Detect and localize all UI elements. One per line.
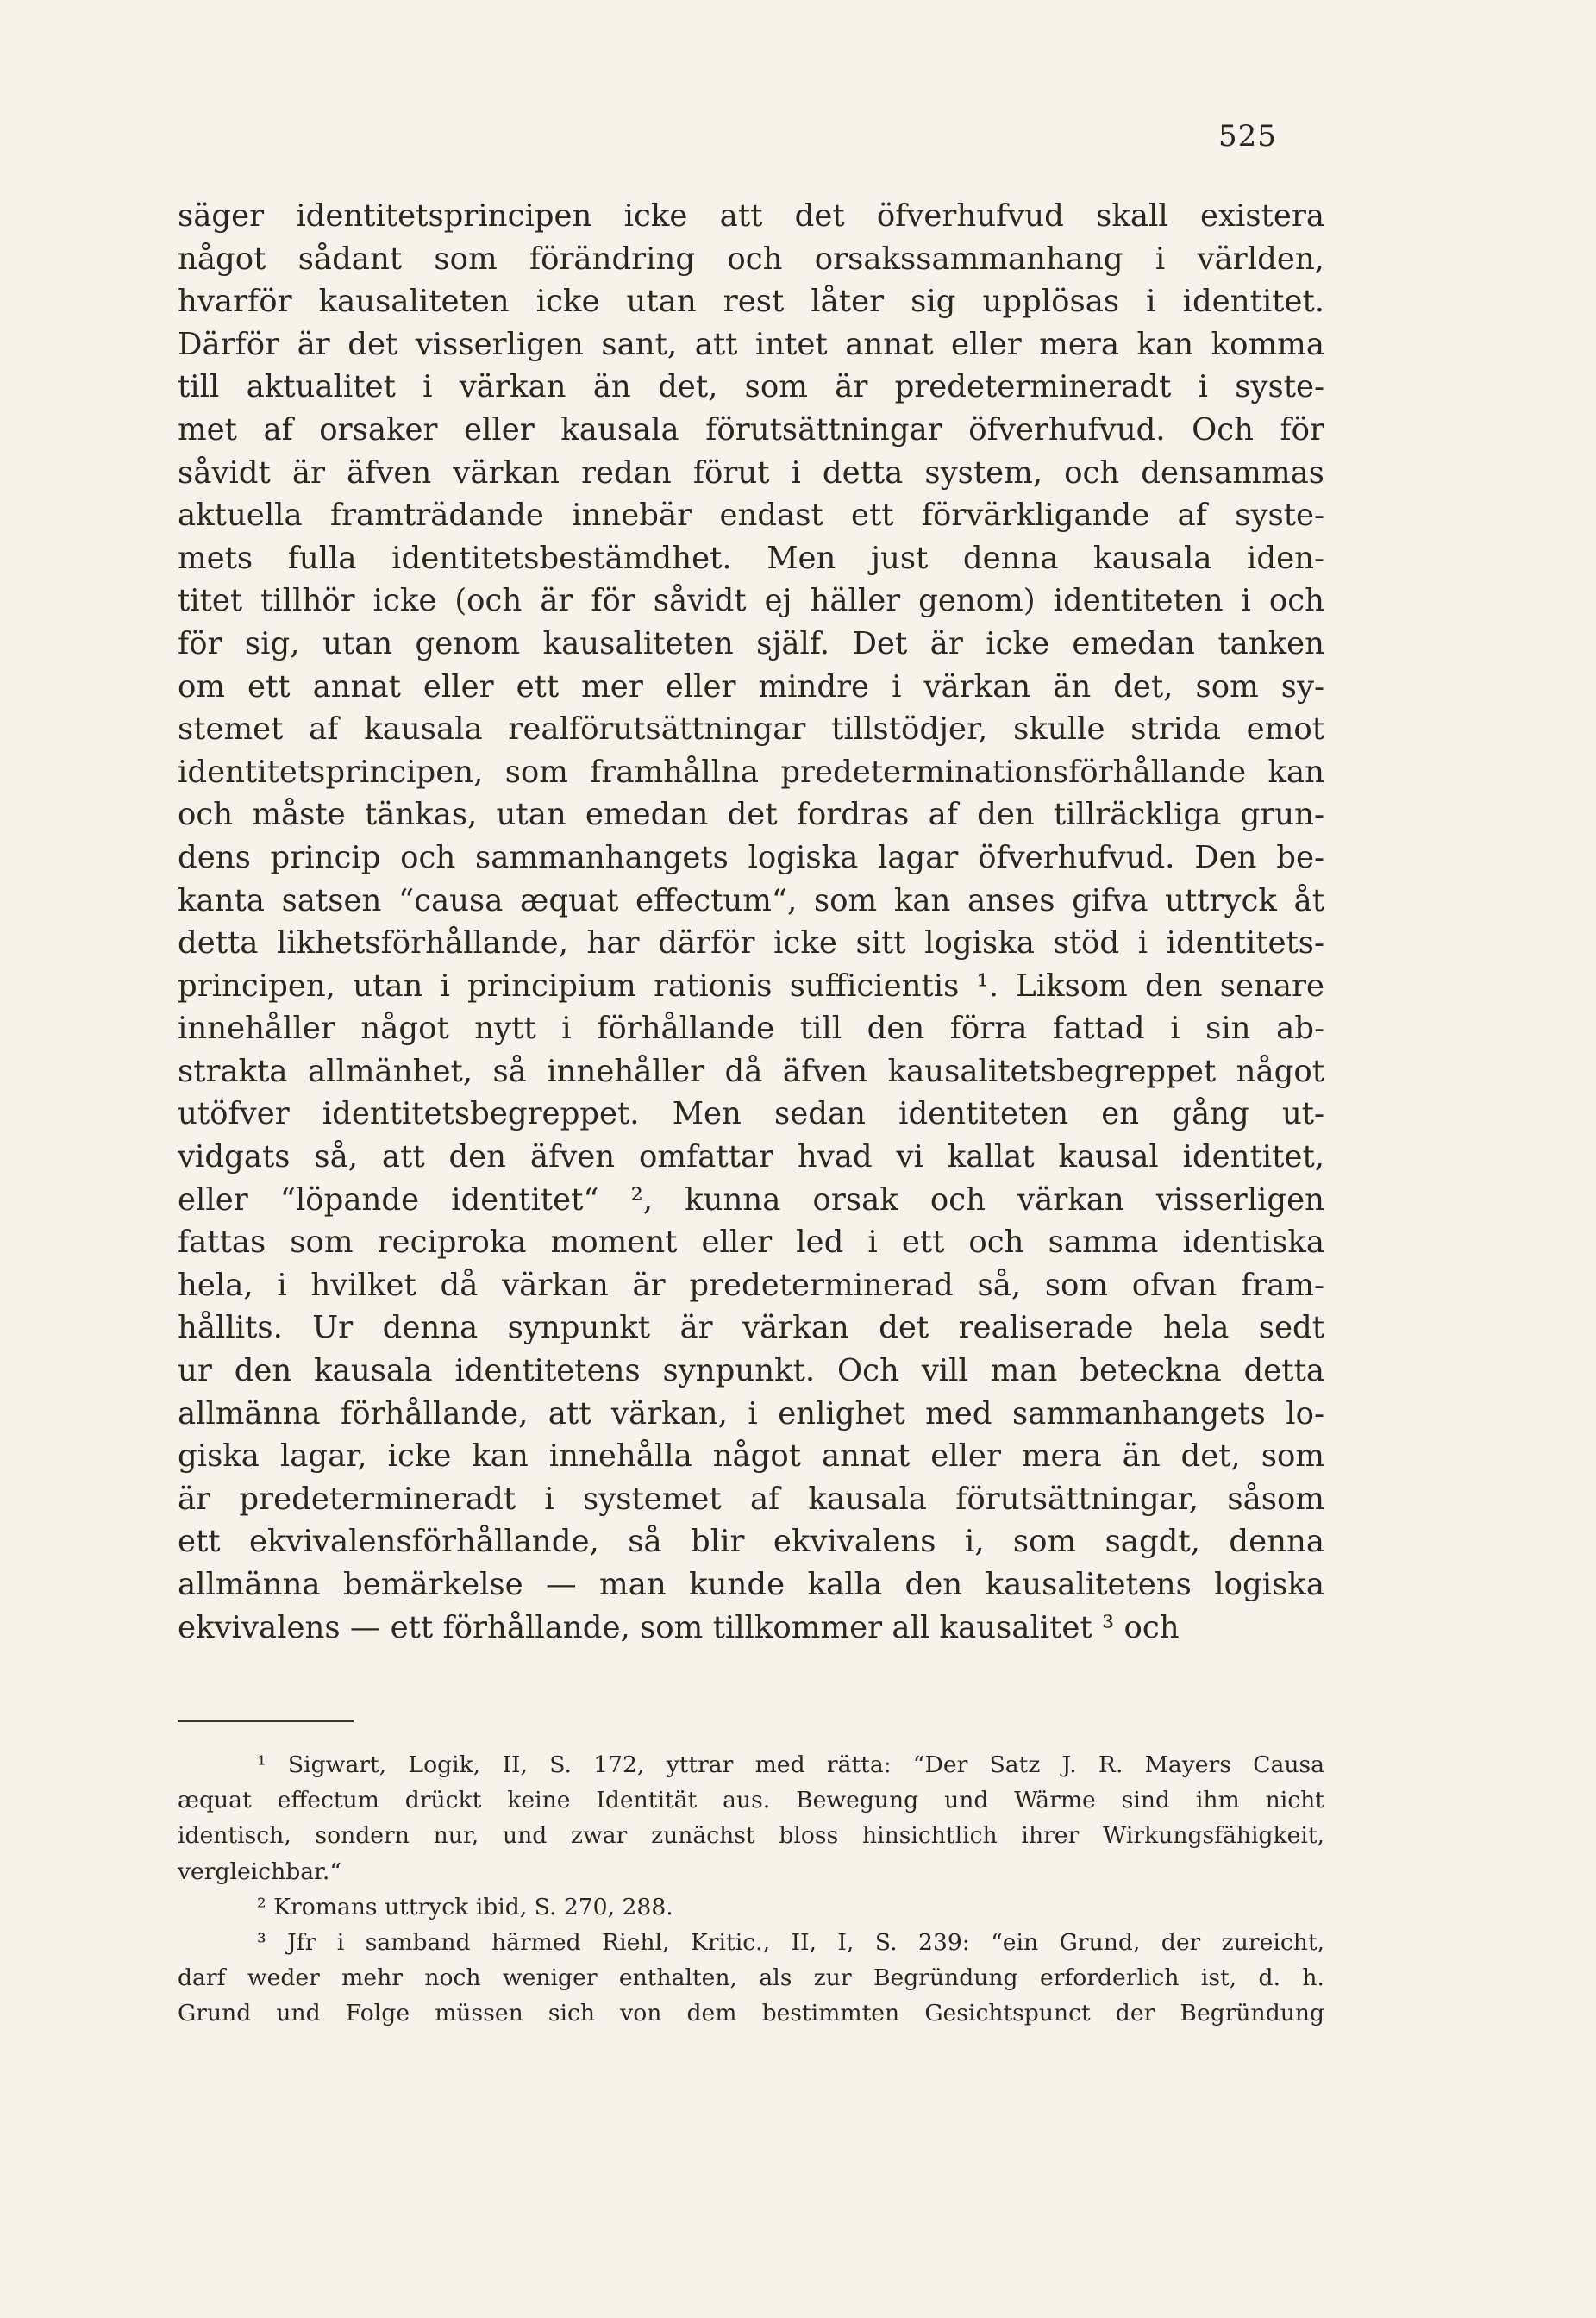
text-line: allmänna förhållande, att värkan, i enlighet med sammanhangets lo- [178,1395,1324,1432]
footnote-line: ¹ Sigwart, Logik, II, S. 172, yttrar med rätta: “Der Satz J. R. Mayers Causa [257,1751,1324,1778]
footnote-line: identisch, sondern nur, und zwar zunächst bloss hinsichtlich ihrer Wirkungsfähigkeit, [178,1822,1324,1850]
text-line: för sig, utan genom kausaliteten själf. Det är icke emedan tanken [178,625,1324,661]
text-line: principen, utan i principium rationis sufficientis ¹. Liksom den senare [178,968,1324,1004]
text-line: met af orsaker eller kausala förutsättningar öfverhufvud. Och för [178,411,1324,448]
text-line: något sådant som förändring och orsakssammanhang i världen, [178,241,1324,277]
page-number: 525 [1218,119,1277,153]
text-line: titet tillhör icke (och är för såvidt ej häller genom) identiteten i och [178,583,1324,619]
text-line: är predetermineradt i systemet af kausala förutsättningar, såsom [178,1481,1324,1517]
footnote-divider [178,1720,354,1722]
text-line: allmänna bemärkelse — man kunde kalla den kausalitetens logiska [178,1567,1324,1602]
body-text [178,195,1324,1649]
footnote-line: ³ Jfr i samband härmed Riehl, Kritic., II, I, S. 239: “ein Grund, der zureicht, [257,1928,1324,1956]
text-line: kanta satsen “causa æquat effectum“, som kan anses gifva uttryck åt [178,882,1324,918]
footnotes [178,1747,1324,2032]
text-line: innehåller något nytt i förhållande till den förra fattad i sin ab- [178,1011,1324,1047]
text-line: eller “löpande identitet“ ², kunna orsak och värkan visserligen [178,1181,1324,1218]
footnote-line: Grund und Folge müssen sich von dem bestimmten Gesichtspunct der Begründung [178,2000,1324,2027]
text-line: aktuella framträdande innebär endast ett förvärkligande af syste- [178,498,1324,534]
text-line: Därför är det visserligen sant, att intet annat eller mera kan komma [178,326,1324,362]
text-line: dens princip och sammanhangets logiska lagar öfverhufvud. Den be- [178,839,1324,875]
text-line: ett ekvivalensförhållande, så blir ekvivalens i, som sagdt, denna [178,1524,1324,1560]
text-line: hvarför kausaliteten icke utan rest låter sig upplösas i identitet. [178,284,1324,320]
text-line: säger identitetsprincipen icke att det öfverhufvud skall existera [178,198,1324,234]
text-line: identitetsprincipen, som framhållna predeterminationsförhållande kan [178,754,1324,790]
text-line: och måste tänkas, utan emedan det fordras af den tillräckliga grun- [178,797,1324,833]
footnote-line: æquat effectum drückt keine Identität aus. Bewegung und Wärme sind ihm nicht [178,1787,1324,1814]
text-line: om ett annat eller ett mer eller mindre i värkan än det, som sy- [178,668,1324,705]
text-line: detta likhetsförhållande, har därför icke sitt logiska stöd i identitets- [178,925,1324,962]
text-line: fattas som reciproka moment eller led i ett och samma identiska [178,1225,1324,1261]
footnote-line: darf weder mehr noch weniger enthalten, als zur Begründung erforderlich ist, d. h. [178,1964,1324,1992]
footnote-line: vergleichbar.“ [178,1858,341,1885]
text-line: strakta allmänhet, så innehåller då äfven kausalitetsbegreppet något [178,1053,1324,1089]
text-line: hållits. Ur denna synpunkt är värkan det realiserade hela sedt [178,1310,1324,1346]
text-line: stemet af kausala realförutsättningar tillstödjer, skulle strida emot [178,711,1324,748]
text-line: mets fulla identitetsbestämdhet. Men just denna kausala iden- [178,540,1324,576]
text-line: vidgats så, att den äfven omfattar hvad vi kallat kausal identitet, [178,1139,1324,1175]
text-line: till aktualitet i värkan än det, som är predetermineradt i syste- [178,369,1324,405]
text-line: ekvivalens — ett förhållande, som tillkommer all kausalitet ³ och [178,1609,1180,1645]
text-line: såvidt är äfven värkan redan förut i detta system, och densammas [178,454,1324,491]
footnote-line: ² Kromans uttryck ibid, S. 270, 288. [257,1893,673,1920]
text-line: giska lagar, icke kan innehålla något annat eller mera än det, som [178,1438,1324,1475]
text-line: hela, i hvilket då värkan är predeterminerad så, som ofvan fram- [178,1267,1324,1303]
text-line: utöfver identitetsbegreppet. Men sedan identiteten en gång ut- [178,1096,1324,1132]
text-line: ur den kausala identitetens synpunkt. Och vill man beteckna detta [178,1353,1324,1389]
